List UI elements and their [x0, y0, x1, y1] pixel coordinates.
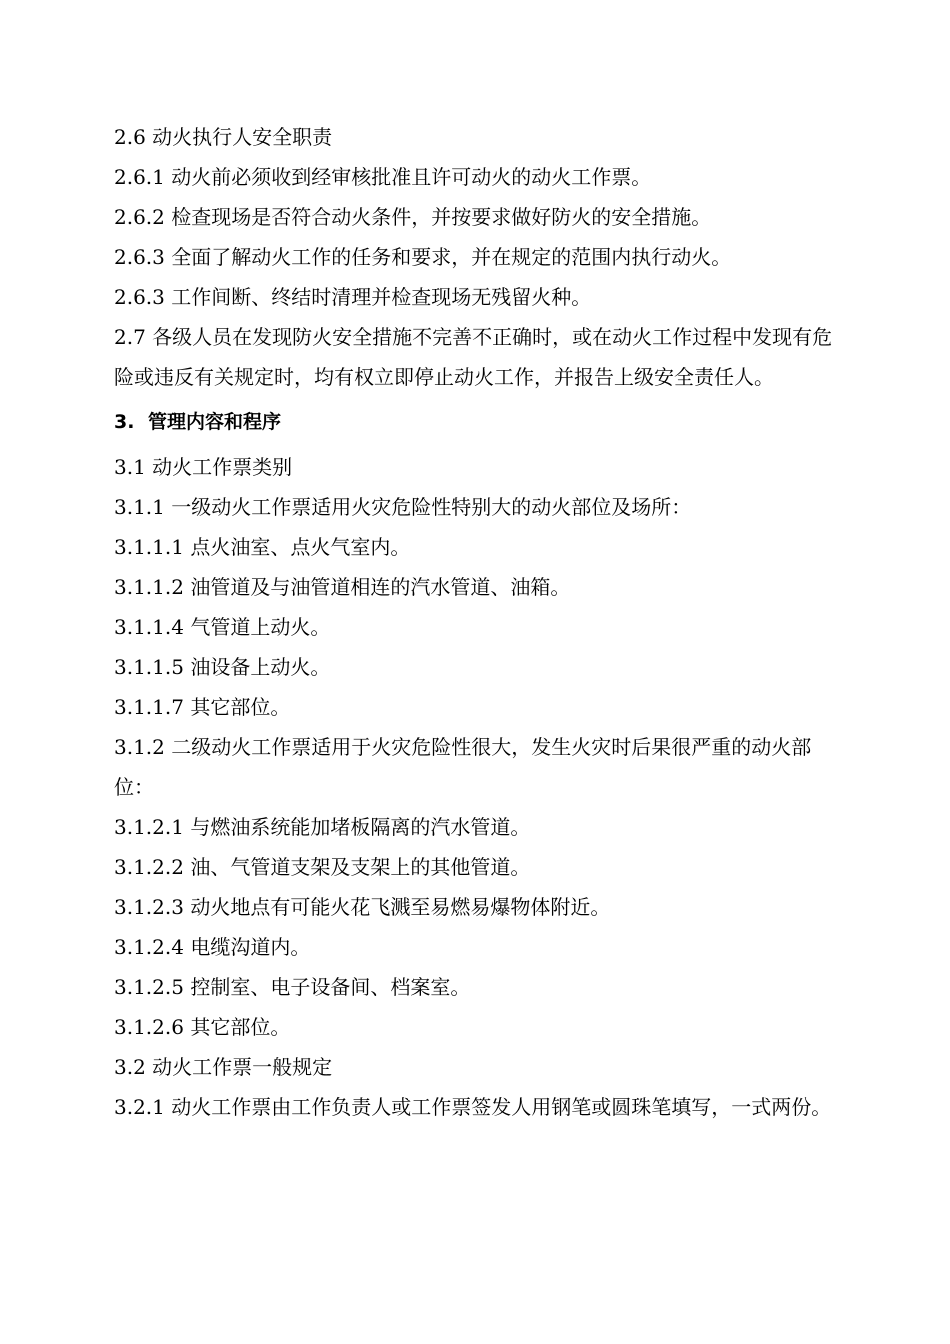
paragraph-3-1-1: 3.1.1 一级动火工作票适用火灾危险性特别大的动火部位及场所：: [114, 495, 692, 519]
paragraph-2-6-2: 2.6.2 检查现场是否符合动火条件，并按要求做好防火的安全措施。: [114, 205, 712, 229]
paragraph-3-1-1-7: 3.1.1.7 其它部位。: [114, 695, 291, 719]
paragraph-3-1-1-4: 3.1.1.4 气管道上动火。: [114, 615, 331, 639]
paragraph-3-1-1-5: 3.1.1.5 油设备上动火。: [114, 655, 331, 679]
section-heading-3: [114, 402, 839, 442]
paragraph-3-1: 3.1 动火工作票类别: [114, 455, 293, 479]
document-body: [114, 117, 839, 1127]
paragraph-3-1-1-2: 3.1.1.2 油管道及与油管道相连的汽水管道、油箱。: [114, 575, 571, 599]
paragraph-3-1-2-5: 3.1.2.5 控制室、电子设备间、档案室。: [114, 975, 471, 999]
paragraph-2-7: 2.7 各级人员在发现防火安全措施不完善不正确时，或在动火工作过程中发现有危险或违反有关规定时，均有权立即停止动火工作，并报告上级安全责任人。: [114, 325, 833, 389]
paragraph-3-1-2: 3.1.2 二级动火工作票适用于火灾危险性很大，发生火灾时后果很严重的动火部位：: [114, 735, 812, 799]
paragraph-3-2-1: 3.2.1 动火工作票由工作负责人或工作票签发人用钢笔或圆珠笔填写，一式两份。: [114, 1095, 832, 1119]
section-title: 管理内容和程序: [148, 411, 282, 433]
paragraph-3-1-2-3: 3.1.2.3 动火地点有可能火花飞溅至易燃易爆物体附近。: [114, 895, 611, 919]
paragraph-2-6: 2.6 动火执行人安全职责: [114, 125, 333, 149]
paragraph-2-6-1: 2.6.1 动火前必须收到经审核批准且许可动火的动火工作票。: [114, 165, 652, 189]
paragraph-3-1-2-6: 3.1.2.6 其它部位。: [114, 1015, 291, 1039]
paragraph-3-1-1-1: 3.1.1.1 点火油室、点火气室内。: [114, 535, 411, 559]
paragraph-3-1-2-1: 3.1.2.1 与燃油系统能加堵板隔离的汽水管道。: [114, 815, 531, 839]
paragraph-2-6-3-b: 2.6.3 工作间断、终结时清理并检查现场无残留火种。: [114, 285, 592, 309]
section-number: 3.: [114, 411, 135, 433]
paragraph-3-1-2-4: 3.1.2.4 电缆沟道内。: [114, 935, 311, 959]
paragraph-2-6-3-a: 2.6.3 全面了解动火工作的任务和要求，并在规定的范围内执行动火。: [114, 245, 732, 269]
paragraph-3-1-2-2: 3.1.2.2 油、气管道支架及支架上的其他管道。: [114, 855, 531, 879]
paragraph-3-2: 3.2 动火工作票一般规定: [114, 1055, 333, 1079]
